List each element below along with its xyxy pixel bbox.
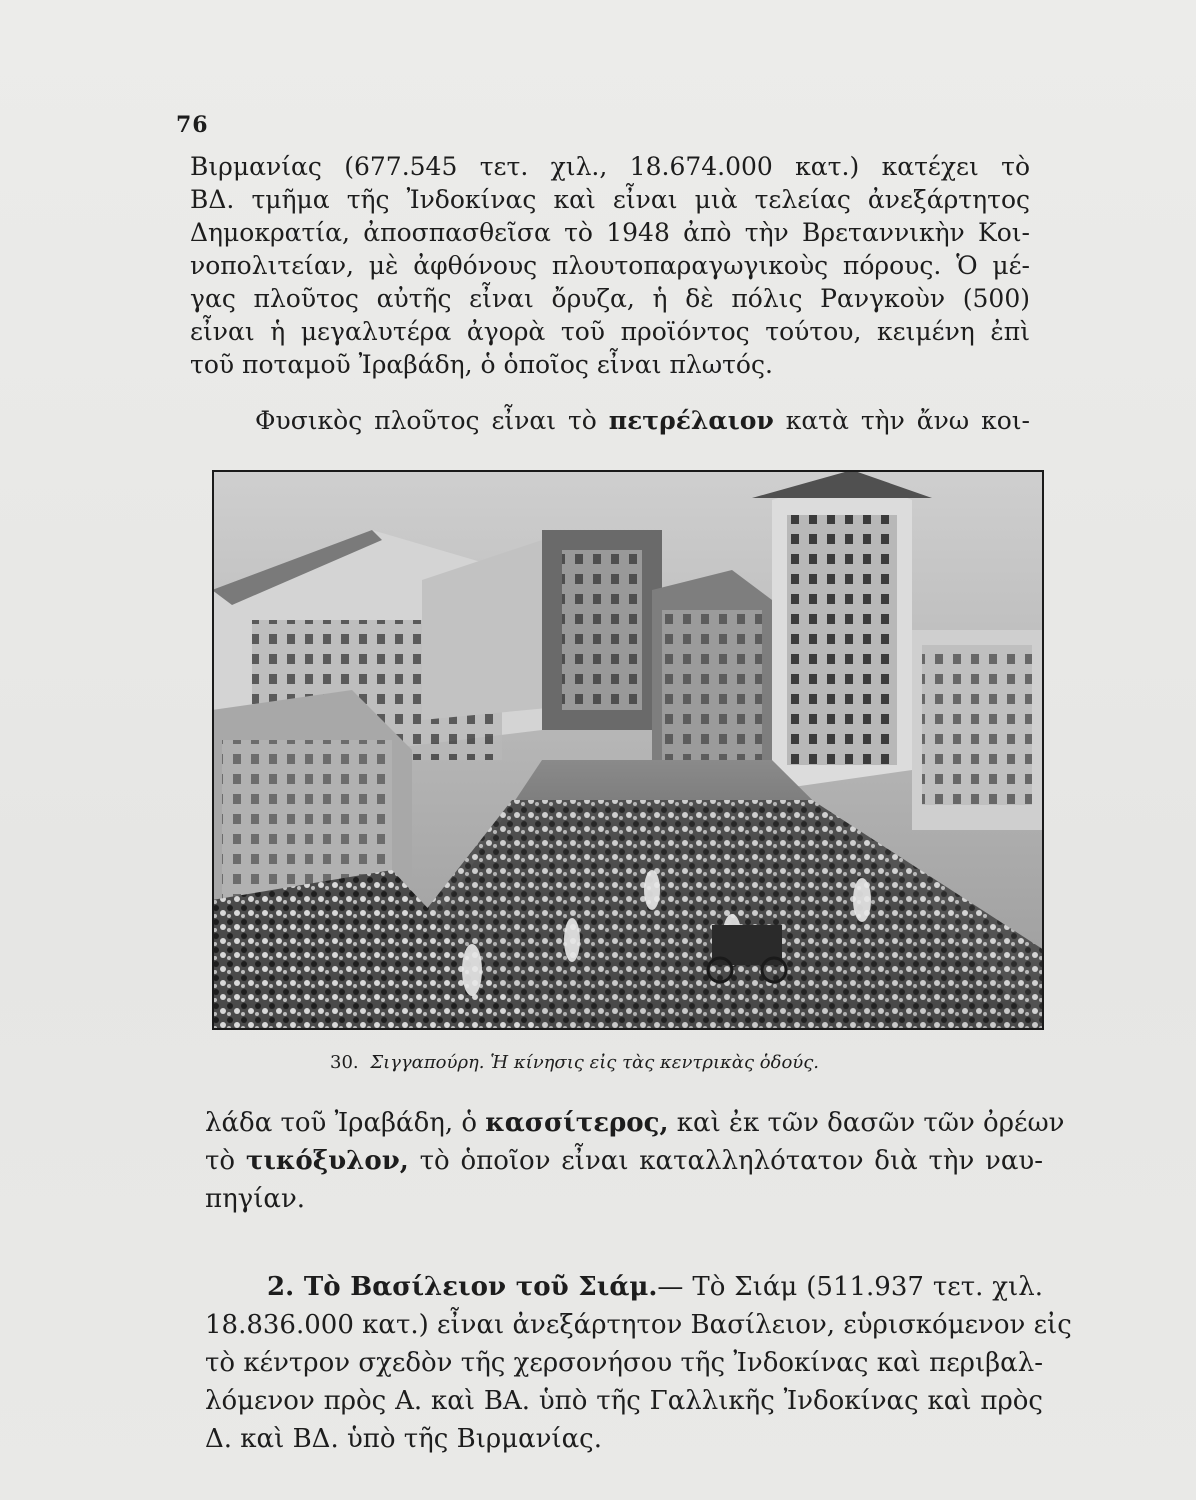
text-line: Δημοκρατία, ἀποσπασθεῖσα τὸ 1948 ἀπὸ τὴν Βρεταννικὴν Κοι- xyxy=(190,218,1030,247)
text-line: λόμενον πρὸς Α. καὶ ΒΑ. ὑπὸ τῆς Γαλλικῆς Ἰνδοκίνας καὶ πρὸς xyxy=(205,1386,1043,1416)
text-run: λάδα τοῦ Ἰραβάδη, ὁ xyxy=(205,1108,486,1138)
bold-term-tin: κασσίτερος, xyxy=(485,1108,669,1138)
paragraph-natural-wealth xyxy=(255,404,1030,437)
text-line: ΒΔ. τμῆμα τῆς Ἰνδοκίνας καὶ εἶναι μιὰ τελείας ἀνεξάρτητος xyxy=(190,185,1030,214)
text-run: καὶ ἐκ τῶν δασῶν τῶν ὀρέων xyxy=(668,1108,1065,1138)
text-line xyxy=(205,1142,1043,1180)
page-number: 76 xyxy=(176,112,209,138)
text-line: γας πλοῦτος αὐτῆς εἶναι ὄρυζα, ἡ δὲ πόλις Ρανγκοὺν (500) xyxy=(190,284,1030,313)
section-siam xyxy=(205,1268,1072,1458)
figure-caption-text: Σιγγαπούρη. Ἡ κίνησις εἰς τὰς κεντρικὰς ὁδούς. xyxy=(370,1052,820,1073)
text-run: — Τὸ Σιάμ (511.937 τετ. χιλ. xyxy=(657,1272,1043,1302)
figure-number: 30. xyxy=(330,1052,359,1073)
text-run: Φυσικὸς πλοῦτος εἶναι τὸ xyxy=(255,406,609,435)
photo-singapore-street xyxy=(212,470,1044,1030)
bold-term-petroleum: πετρέλαιον xyxy=(608,406,774,435)
figure-caption xyxy=(330,1052,1030,1073)
text-run: τὸ xyxy=(205,1146,246,1176)
text-line: τοῦ ποταμοῦ Ἰραβάδη, ὁ ὁποῖος εἶναι πλωτός. xyxy=(190,350,773,379)
street-scene-illustration xyxy=(212,470,1044,1030)
text-line: 18.836.000 κατ.) εἶναι ἀνεξάρτητον Βασίλειον, εὑρισκόμενον εἰς xyxy=(205,1310,1072,1340)
text-line: πηγίαν. xyxy=(205,1184,306,1214)
paragraph-resources xyxy=(205,1104,1065,1218)
text-run: κατὰ τὴν ἄνω κοι- xyxy=(773,406,1031,435)
text-line: εἶναι ἡ μεγαλυτέρα ἀγορὰ τοῦ προϊόντος τούτου, κειμένη ἐπὶ xyxy=(190,317,1030,346)
text-run: τὸ ὁποῖον εἶναι καταλληλότατον διὰ τὴν ναυ- xyxy=(408,1146,1043,1176)
bold-term-teak: τικόξυλον, xyxy=(245,1146,409,1176)
text-line: τὸ κέντρον σχεδὸν τῆς χερσονήσου τῆς Ἰνδοκίνας καὶ περιβαλ- xyxy=(205,1348,1043,1378)
text-line xyxy=(205,1104,1065,1142)
section-title: 2. Τὸ Βασίλειον τοῦ Σιάμ. xyxy=(267,1272,658,1302)
text-line: νοπολιτείαν, μὲ ἀφθόνους πλουτοπαραγωγικοὺς πόρους. Ὁ μέ- xyxy=(190,251,1030,280)
paragraph-burma xyxy=(190,150,1030,381)
section-heading-line xyxy=(205,1268,1043,1306)
text-line: Βιρμανίας (677.545 τετ. χιλ., 18.674.000 κατ.) κατέχει τὸ xyxy=(190,152,1030,181)
text-line xyxy=(255,404,1030,437)
text-line: Δ. καὶ ΒΔ. ὑπὸ τῆς Βιρμανίας. xyxy=(205,1424,603,1454)
